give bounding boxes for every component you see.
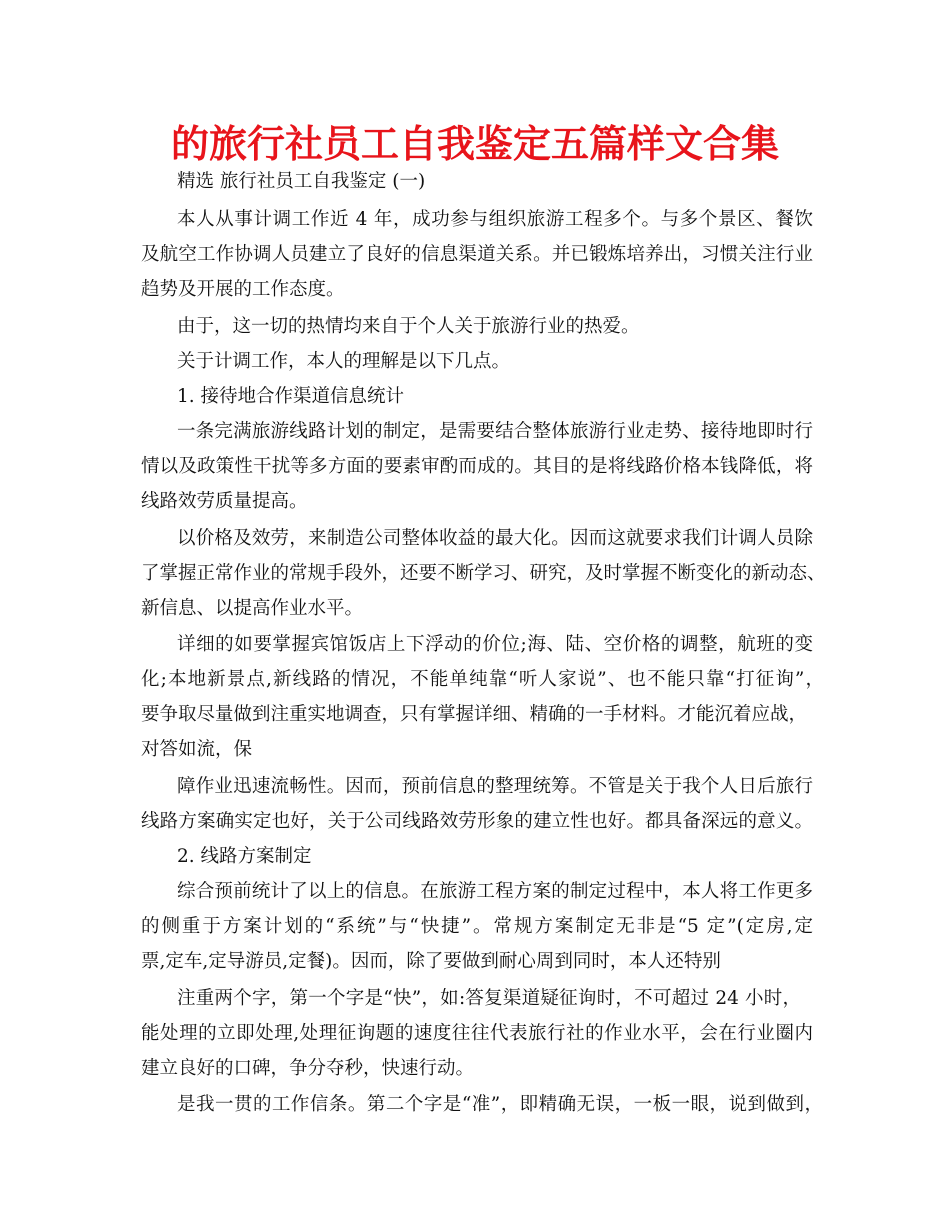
paragraph-line: 线路效劳质量提高。 [141, 491, 308, 512]
paragraph-line: 综合预前统计了以上的信息。在旅游工程方案的制定过程中，本人将工作更多 [177, 881, 813, 902]
paragraph-line: 及航空工作协调人员建立了良好的信息渠道关系。并已锻炼培养出，习惯关注行业 [141, 244, 813, 265]
paragraph-line: 障作业迅速流畅性。因而，预前信息的整理统筹。不管是关于我个人日后旅行 [177, 776, 813, 797]
paragraph-line: 是我一贯的工作信条。第二个字是“准”，即精确无误，一板一眼，说到做到， [177, 1094, 823, 1115]
list-heading: 2. 线路方案制定 [177, 846, 312, 867]
paragraph-line: 建立良好的口碑，争分夺秒，快速行动。 [141, 1058, 475, 1079]
paragraph-line: 由于，这一切的热情均来自于个人关于旅游行业的热爱。 [177, 316, 640, 337]
paragraph-line: 以价格及效劳，来制造公司整体收益的最大化。因而这就要求我们计调人员除 [177, 528, 813, 549]
paragraph-line: 趋势及开展的工作态度。 [141, 279, 345, 300]
paragraph-line: 一条完满旅游线路计划的制定，是需要结合整体旅游行业走势、接待地即时行 [177, 421, 813, 442]
paragraph-line: 本人从事计调工作近 4 年，成功参与组织旅游工程多个。与多个景区、餐饮 [177, 209, 813, 230]
paragraph-line: 化;本地新景点,新线路的情况，不能单纯靠“听人家说”、也不能只靠“打征询”， [141, 669, 824, 690]
list-heading: 1. 接待地合作渠道信息统计 [177, 386, 405, 407]
paragraph-line: 了掌握正常作业的常规手段外，还要不断学习、研究，及时掌握不断变化的新动态、 [141, 563, 826, 584]
paragraph-line: 对答如流，保 [141, 739, 253, 760]
paragraph-line: 票,定车,定导游员,定餐)。因而，除了要做到耐心周到同时，本人还特别 [141, 951, 721, 972]
paragraph-line: 要争取尽量做到注重实地调查，只有掌握详细、精确的一手材料。才能沉着应战， [141, 704, 808, 725]
paragraph-line: 新信息、以提高作业水平。 [141, 598, 364, 619]
paragraph-line: 线路方案确实定也好，关于公司线路效劳形象的建立性也好。都具备深远的意义。 [141, 811, 813, 832]
section-heading: 精选 旅行社员工自我鉴定 (一) [177, 171, 426, 192]
paragraph-line: 的侧重于方案计划的“系统”与“快捷”。常规方案制定无非是“5 定”(定房,定 [141, 916, 813, 937]
paragraph-line: 情以及政策性干扰等多方面的要素审酌而成的。其目的是将线路价格本钱降低，将 [141, 456, 813, 477]
paragraph-line: 详细的如要掌握宾馆饭店上下浮动的价位;海、陆、空价格的调整，航班的变 [177, 634, 813, 655]
paragraph-line: 注重两个字，第一个字是“快”，如:答复渠道疑征询时，不可超过 24 小时， [177, 988, 801, 1009]
document-title: 的旅行社员工自我鉴定五篇样文合集 [170, 122, 779, 166]
paragraph-line: 能处理的立即处理,处理征询题的速度往往代表旅行社的作业水平，会在行业圈内 [141, 1023, 813, 1044]
paragraph-line: 关于计调工作，本人的理解是以下几点。 [177, 351, 511, 372]
